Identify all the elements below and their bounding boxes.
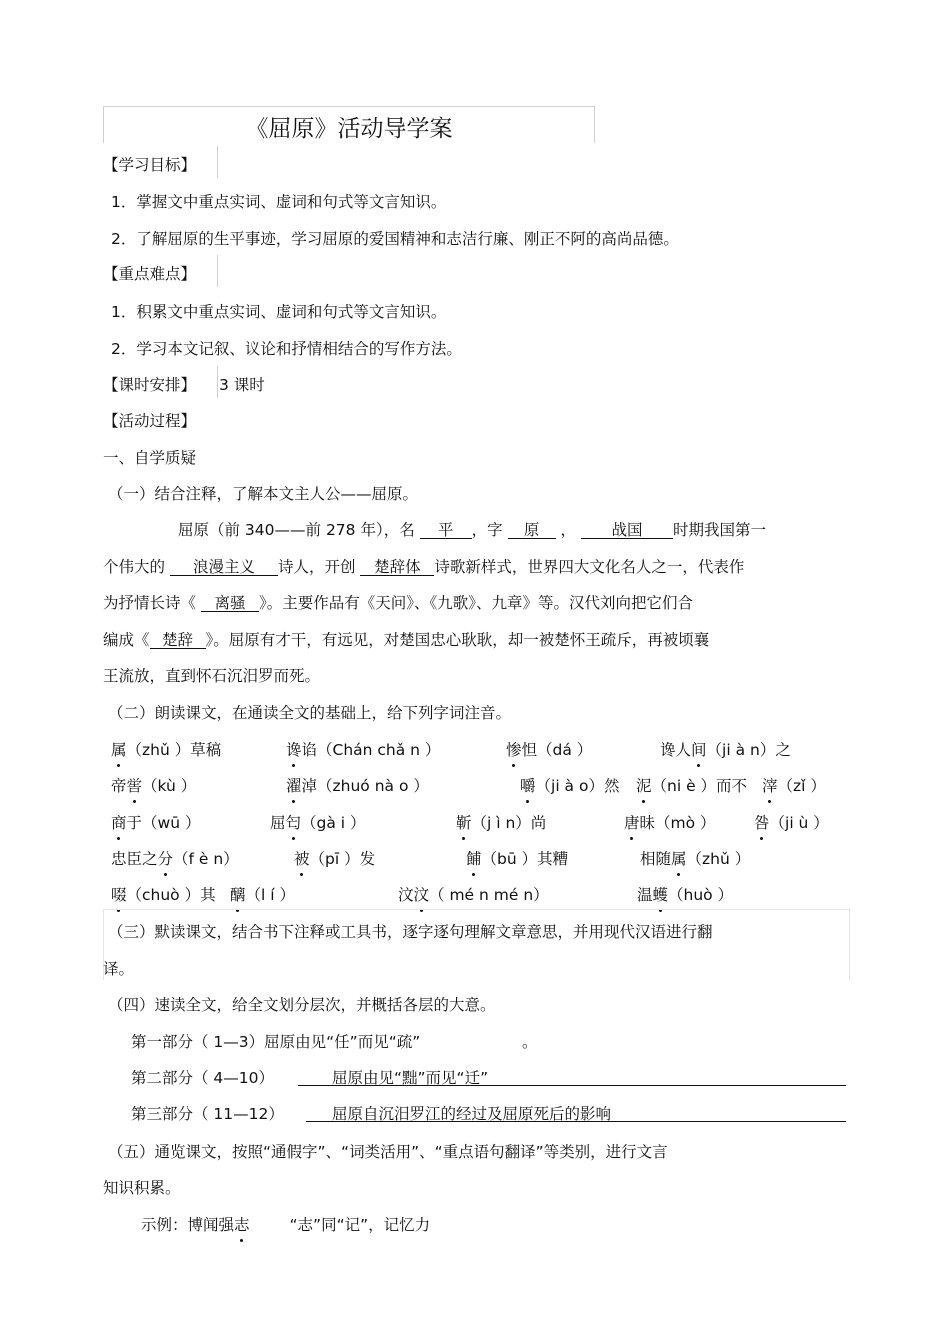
pinyin-item: 啜（chuò ）其	[111, 883, 216, 905]
pinyin-item: 咎（ji ù ）	[754, 811, 829, 833]
section4-heading: （四）速读全文，给全文划分层次，并概括各层的大意。	[108, 996, 496, 1014]
objective-item: 2．了解屈原的生平事迹，学习屈原的爱国精神和志洁行廉、刚正不阿的高尚品德。	[111, 230, 679, 248]
section1-heading: （一）结合注释，了解本文主人公——屈原。	[108, 485, 419, 503]
pinyin-item: 餔（bū ）其糟	[466, 847, 568, 869]
pinyin-item: 靳（j ì n）尚	[456, 811, 546, 833]
section3-line-1: （三）默读课文，结合书下注释或工具书，逐字逐句理解文章意思，并用现代汉语进行翻	[108, 923, 713, 941]
keypoint-item: 2．学习本文记叙、议论和抒情相结合的写作方法。	[111, 340, 462, 358]
section2-heading: （二）朗读课文，在通读全文的基础上，给下列字词注音。	[108, 704, 512, 722]
part2-answer: 屈原由见“黜”而见“迁”	[332, 1069, 489, 1087]
pinyin-item: 汶汶（ mé n mé n）	[398, 883, 549, 905]
blank-courtesy-name: 原	[508, 522, 556, 539]
section3-line-2: 译。	[103, 960, 135, 978]
part3-answer: 屈原自沉汨罗江的经过及屈原死后的影响	[332, 1105, 612, 1123]
bio-text: ，	[560, 521, 577, 539]
schedule-heading: 【课时安排】	[103, 376, 197, 394]
pinyin-item: 帝喾（kù ）	[111, 774, 196, 796]
pinyin-item: 相随属（zhǔ ）	[640, 847, 750, 869]
heading-divider	[217, 146, 218, 178]
keypoints-heading: 【重点难点】	[103, 265, 197, 283]
bio-line-4	[103, 628, 709, 650]
page-title: 《屈原》活动导学案	[245, 116, 453, 142]
schedule-value: 3 课时	[219, 376, 265, 394]
heading-divider	[217, 366, 218, 398]
pinyin-item: 醨（l í ）	[230, 883, 295, 905]
bio-line-1	[178, 518, 766, 540]
pinyin-item: 被（pī ）发	[294, 847, 375, 869]
blank-lisao: 离骚	[201, 595, 259, 612]
pinyin-item: 谗人间（ji à n）之	[660, 738, 791, 760]
pinyin-item: 谗谄（Chán chǎ n ）	[286, 738, 440, 760]
bio-line-5: 王流放，直到怀石沉汨罗而死。	[103, 667, 321, 685]
heading-divider	[217, 255, 218, 287]
part1-summary: 第一部分（ 1—3）屈原由见“任”而见“疏”	[131, 1033, 421, 1051]
bio-text: 》。屈原有才干，有远见，对楚国忠心耿耿，却一被楚怀王疏斥，再被顷襄	[205, 631, 710, 649]
bio-line-3	[103, 591, 693, 613]
pinyin-item: 濯淖（zhuó nà o ）	[286, 774, 429, 796]
pinyin-item: 屈匄（gà i ）	[270, 811, 366, 833]
part1-end: 。	[522, 1033, 538, 1051]
blank-era: 战国	[581, 522, 673, 539]
pinyin-item: 滓（zǐ ）	[762, 774, 826, 796]
blank-chuci-style: 楚辞体	[360, 559, 434, 576]
pinyin-item: 泥（ni è ）而不	[636, 774, 747, 796]
bio-text: 编成《	[103, 631, 150, 649]
pinyin-item: 惨怛（dá ）	[506, 738, 592, 760]
bio-text: 屈原（前 340——前 278 年），名	[178, 521, 415, 539]
blank-romanticism: 浪漫主义	[170, 559, 278, 576]
title-box	[103, 106, 595, 143]
pinyin-item: 嚼（ji à o）然	[520, 774, 619, 796]
bio-text: 为抒情长诗《	[103, 594, 197, 612]
process-heading: 【活动过程】	[103, 412, 197, 430]
section5-line-1: （五）通览课文，按照“通假字”、“词类活用”、“重点语句翻译”等类别，进行文言	[108, 1143, 668, 1161]
bio-text: ，字	[471, 521, 503, 539]
part3-label: 第三部分（ 11—12）	[131, 1105, 284, 1123]
bio-text: 诗人，开创	[277, 558, 356, 576]
pinyin-item: 商于（wū ）	[111, 811, 200, 833]
part2-label: 第二部分（ 4—10）	[131, 1069, 275, 1087]
bio-text: 个伟大的	[103, 558, 166, 576]
pinyin-item: 温蠖（huò ）	[637, 883, 733, 905]
pinyin-item: 忠臣之分（f è n）	[111, 847, 239, 869]
bio-text: 时期我国第一	[672, 521, 766, 539]
section5-line-2: 知识积累。	[103, 1179, 181, 1197]
bio-text: 诗歌新样式，世界四大文化名人之一，代表作	[434, 558, 745, 576]
bio-text: 》。主要作品有《天问》、《九歌》、九章》等。汉代刘向把它们合	[258, 594, 693, 612]
example-line: 示例：博闻强志 “志”同“记”，记忆力	[141, 1213, 430, 1235]
pinyin-item: 属（zhǔ ）草稿	[111, 738, 221, 760]
blank-chuci: 楚辞	[150, 632, 206, 649]
pinyin-item: 唐昧（mò ）	[624, 811, 716, 833]
part1-heading: 一、自学质疑	[103, 449, 197, 467]
keypoint-item: 1．积累文中重点实词、虚词和句式等文言知识。	[111, 303, 447, 321]
bio-line-2	[103, 555, 744, 577]
blank-name: 平	[420, 522, 472, 539]
objective-item: 1．掌握文中重点实词、虚词和句式等文言知识。	[111, 193, 447, 211]
objectives-heading: 【学习目标】	[103, 156, 197, 174]
